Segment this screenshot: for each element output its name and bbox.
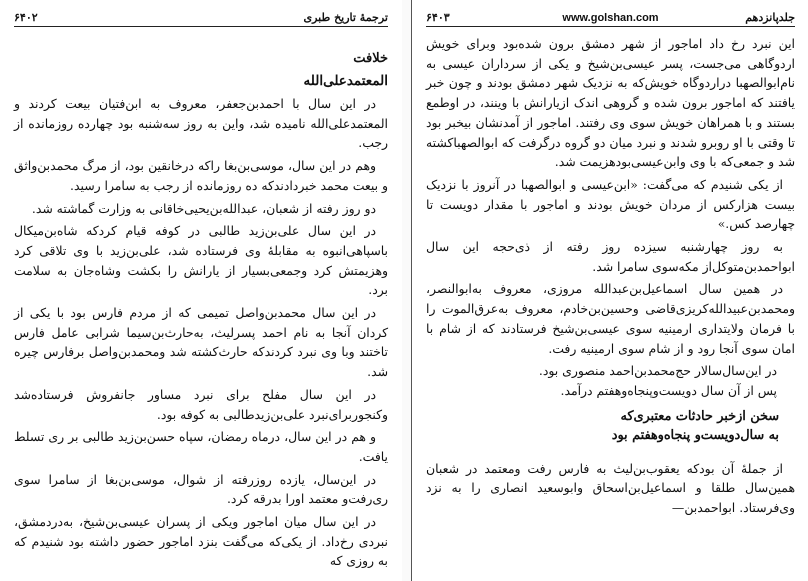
- page-body: [426, 34, 795, 521]
- quote-line: پس از آن سال دویست‌وپنجاه‌وهفتم درآمد.: [560, 382, 777, 398]
- paragraph: از یکی شنیدم که می‌گفت: «ابن‌عیسی و ابوالصهبا در آنروز با نزدیک بیست هزارکس از مردان خویش بودند و اماجور با مقدار دویست تا چهارصد کس.»: [426, 176, 795, 232]
- paragraph: در این سال میان اماجور ویکی از پسران عیسی‌بن‌شیخ، به‌دردمشق، نبردی رخ‌داد. از یکی‌که می‌گفت بنزد اماجور حضور داشته بود شنیدم که به روزی که: [14, 514, 388, 569]
- page-body: [14, 50, 388, 574]
- section-title: [426, 407, 795, 445]
- page-header: [426, 8, 795, 27]
- paragraph: وهم در این سال، موسی‌بن‌بغا راکه درخانقین بود، از مرگ محمدبن‌واثق و بیعت محمد خبردادندکه ده روزمانده از رجب به سامرا رسید.: [14, 158, 388, 193]
- volume-title: جلدپانزدهم: [745, 11, 795, 24]
- paragraph: در این سال با احمدبن‌جعفر، معروف به ابن‌فتیان بیعت کردند و المعتمدعلی‌الله نامیده شد، واین به روز سه‌شنبه بود چهارده روزمانده از رجب.: [14, 96, 388, 151]
- book-title: ترجمهٔ تاریخ طبری: [303, 11, 388, 24]
- page-header: [14, 8, 388, 27]
- chapter-title: خلافت: [353, 51, 388, 66]
- book-gutter: [402, 0, 411, 581]
- page-number: ۶۴۰۳: [426, 11, 450, 24]
- section-title-line: به سال‌دویست‌و پنجاه‌وهفتم بود: [611, 427, 779, 443]
- section-title-line: سخن ازخبر حادثات معتبری‌که: [620, 408, 779, 424]
- paragraph: از جملهٔ آن بودکه یعقوب‌بن‌لیث به فارس رفت ومعتمد در شعبان همین‌سال طلقا و اسماعیل‌بن‌اسحاق وابوسعید انصاری را به نزد وی‌فرستاد. ابواحمدبن—: [426, 460, 795, 516]
- paragraph: در این سال مفلح برای نبرد مساور جانفروش فرستاده‌شد وکنجوربرای‌نبرد علی‌بن‌زیدطالبی به کوفه بود.: [14, 386, 388, 422]
- paragraph: در این سال علی‌بن‌زید طالبی در کوفه قیام کردکه شاه‌بن‌میکال باسپاهی‌انبوه به مقابلهٔ وی فرستاده شد، علی‌بن‌زید با وی تلاقی کرد وهزیمتش کرد وجمعی‌بسیار از یارانش را بکشت وشاه‌جان به سلامت برد.: [14, 223, 388, 298]
- right-page: [411, 0, 808, 581]
- quote-line: در این‌سال‌سالار حج‌محمدبن‌احمد منصوری بود.: [538, 363, 777, 379]
- left-page: [0, 0, 403, 581]
- paragraph: در همین سال اسماعیل‌بن‌عبدالله مروزی، معروف به‌ابوالنصر، ومحمدبن‌عبیدالله‌کریزی‌قاضی وحسین‌بن‌خادم، معروف به‌عرق‌الموت را با فرمان ولایتداری ارمینیه سوی عیسی‌بن‌شیخ فرستادند که از شام با امان سوی آنجا رود و از شام سوی ارمینیه رفت.: [426, 281, 795, 356]
- paragraph: در این‌سال، یازده روزرفته از شوال، موسی‌بن‌بغا از سامرا سوی ری‌رفت‌و معتمد اورا بدرقه کرد.: [14, 471, 388, 507]
- paragraph: در این سال محمدبن‌واصل تمیمی که از مردم فارس بود با یکی از کردان آنجا به نام احمد پسرلیث، به‌حارث‌بن‌سیما شرابی عامل فارس تاختند وبا وی نبرد کردندکه حارث‌کشته شد ومحمدبن‌واصل برفارس چیره شد.: [14, 305, 388, 380]
- site-url: www.golshan.com: [562, 12, 659, 24]
- page-number: ۶۴۰۲: [14, 11, 38, 24]
- paragraph: دو روز رفته از شعبان، عبدالله‌بن‌یحیی‌خاقانی به وزارت گماشته شد.: [31, 200, 376, 216]
- paragraph: و هم در این سال، درماه رمضان، سپاه حسن‌بن‌زید طالبی بر ری تسلط یافت.: [14, 429, 388, 464]
- chapter-subtitle: المعتمدعلی‌الله: [303, 73, 388, 89]
- paragraph: این نبرد رخ داد اماجور از شهر دمشق برون شده‌بود وبرای خویش اردوگاهی می‌جست، پسر عیسی‌بن‌شیخ و یکی از سرداران عیسی به نام‌ابوالصهبا دراردوگاه خویش‌که به نزدیک شهر دمشق بودند و چون خبر یافتند که اماجور برون شده و گروهی اندک ازیارانش با وینند، در اوطمع بستند و با همراهان خویش سوی وی رفتند. اماجور از آمدنشان بیخبر بود تا وقتی با او روبرو شدند و نبرد میان دو گروه درگرفت که ابوالصهباکشته شد و جمعی‌که با وی وابن‌عیسی‌بودهزیمت شد.: [426, 36, 795, 170]
- paragraph: به روز چهارشنبه سیزده روز رفته از ذی‌حجه این سال ابواحمدبن‌متوکل‌از مکه‌سوی سامرا شد.: [426, 239, 795, 274]
